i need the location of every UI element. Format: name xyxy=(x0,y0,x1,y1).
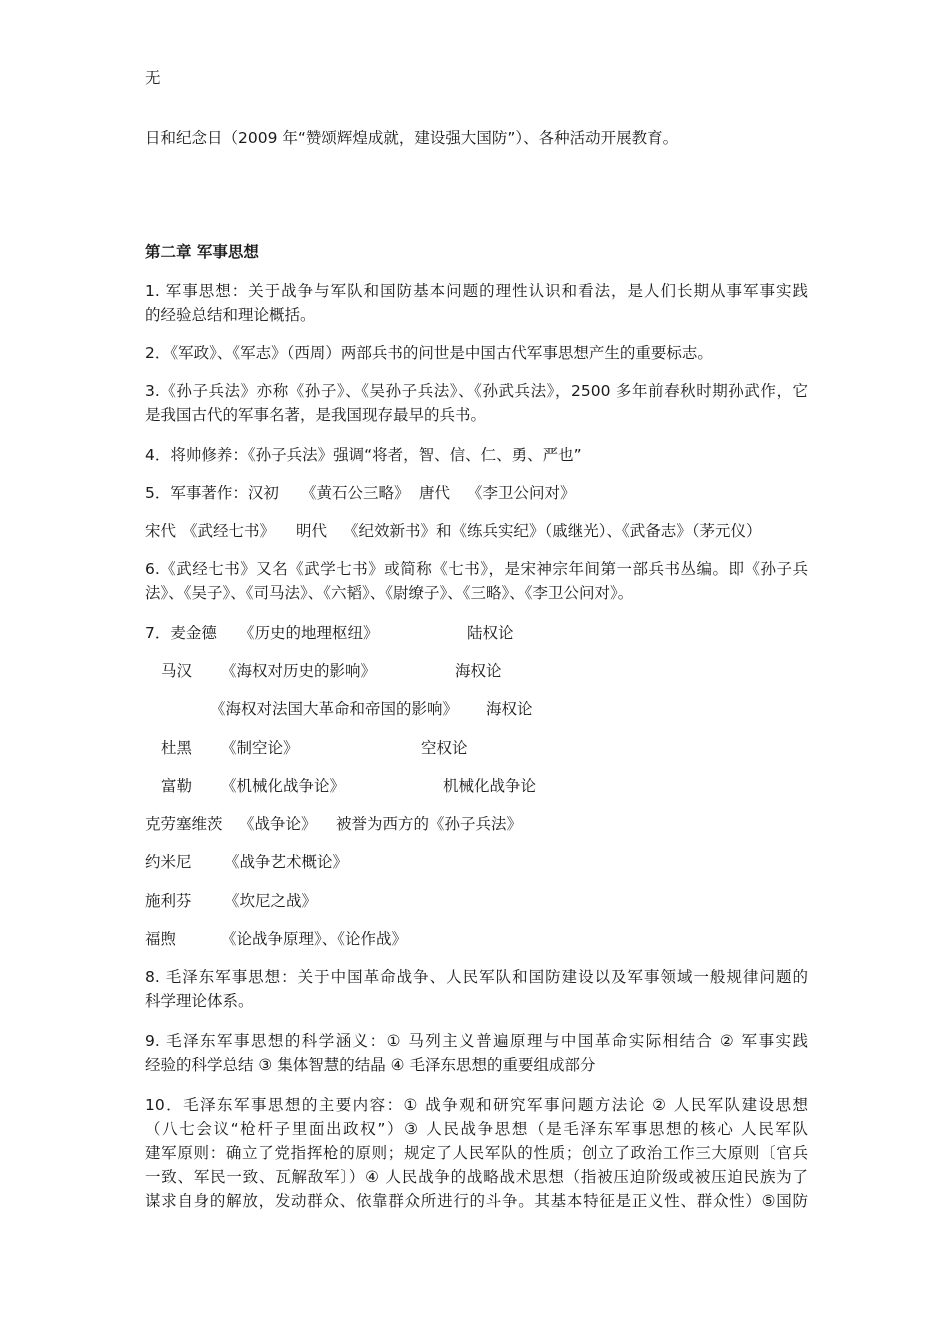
item-6 xyxy=(145,557,808,605)
item-7-book: 《论战争原理》、《论作战》 xyxy=(221,930,408,948)
item-7-theory: 陆权论 xyxy=(467,624,514,642)
item-7-book: 《制空论》 xyxy=(221,739,299,757)
item-9 xyxy=(145,1029,808,1077)
item-2: 2．《军政》、《军志》（西周）两部兵书的问世是中国古代军事思想产生的重要标志。 xyxy=(145,344,713,362)
chapter-title: 第二章 军事思想 xyxy=(145,243,259,261)
item-7-theory: 海权论 xyxy=(455,662,502,680)
item-7-author: 福煦 xyxy=(145,930,177,948)
item-10-line-2: （八七会议“枪杆子里面出政权”）③ 人民战争思想（是毛泽东军事思想的核心 人民军队 xyxy=(145,1120,808,1138)
item-7-theory: 机械化战争论 xyxy=(443,777,537,795)
item-7-book: 《历史的地理枢纽》 xyxy=(239,624,379,642)
item-7-author: 马汉 xyxy=(161,662,193,680)
item-5-prefix: 5．军事著作：汉初 xyxy=(145,484,279,502)
item-1 xyxy=(145,279,808,327)
item-1-line-1: 1. 军事思想：关于战争与军队和国防基本问题的理性认识和看法，是人们长期从事军事实践 xyxy=(145,282,808,300)
item-7-author: 施利芬 xyxy=(145,892,192,910)
item-7-book: 《坎尼之战》 xyxy=(224,892,318,910)
item-7-book: 《机械化战争论》 xyxy=(221,777,346,795)
item-5-book-1: 《黄石公三略》 xyxy=(301,484,410,502)
item-7-book: 《海权对法国大革命和帝国的影响》 xyxy=(210,700,459,718)
item-10-line-3: 建军原则：确立了党指挥枪的原则；规定了人民军队的性质；创立了政治工作三大原则〔官兵 xyxy=(145,1144,808,1162)
item-3-line-2: 是我国古代的军事名著，是我国现存最早的兵书。 xyxy=(145,406,487,424)
item-4: 4．将帅修养：《孙子兵法》强调“将者，智、信、仁、勇、严也” xyxy=(145,446,582,464)
item-6-line-2: 法》、《吴子》、《司马法》、《六韬》、《尉缭子》、《三略》、《李卫公问对》。 xyxy=(145,584,634,602)
item-8 xyxy=(145,965,808,1013)
item-7-book: 《海权对历史的影响》 xyxy=(221,662,377,680)
item-7-author: 克劳塞维茨 xyxy=(145,815,223,833)
item-5b-era-1: 宋代 xyxy=(145,522,177,540)
item-10 xyxy=(145,1093,808,1213)
item-6-line-1: 6.《武经七书》又名《武学七书》或简称《七书》，是宋神宗年间第一部兵书丛编。即《孙子兵 xyxy=(145,560,808,578)
item-5-book-2: 《李卫公问对》 xyxy=(467,484,576,502)
item-7-author: 7．麦金德 xyxy=(145,624,217,642)
item-9-line-2: 经验的科学总结 ③ 集体智慧的结晶 ④ 毛泽东思想的重要组成部分 xyxy=(145,1056,596,1074)
item-7-theory: 海权论 xyxy=(486,700,533,718)
intro-line: 日和纪念日（2009 年“赞颂辉煌成就，建设强大国防”）、各种活动开展教育。 xyxy=(145,129,679,147)
item-7-author: 约米尼 xyxy=(145,853,192,871)
item-7-book: 《战争论》 xyxy=(239,815,317,833)
item-5b-books-2: 《纪效新书》和《练兵实纪》（戚继光）、《武备志》（茅元仪） xyxy=(343,522,762,540)
item-7-author: 杜黑 xyxy=(161,739,193,757)
item-8-line-1: 8. 毛泽东军事思想：关于中国革命战争、人民军队和国防建设以及军事领域一般规律问题的 xyxy=(145,968,808,986)
item-10-line-1: 10．毛泽东军事思想的主要内容：① 战争观和研究军事问题方法论 ② 人民军队建设思想 xyxy=(145,1096,808,1114)
top-fragment: 无 xyxy=(145,69,161,87)
item-3 xyxy=(145,379,808,427)
item-7-theory: 被誉为西方的《孙子兵法》 xyxy=(336,815,523,833)
item-5b-era-2: 明代 xyxy=(296,522,328,540)
item-3-line-1: 3.《孙子兵法》亦称《孙子》、《吴孙子兵法》、《孙武兵法》，2500 多年前春秋时期孙武作，它 xyxy=(145,382,808,400)
item-7-author: 富勒 xyxy=(161,777,193,795)
item-1-line-2: 的经验总结和理论概括。 xyxy=(145,306,316,324)
item-10-line-5: 谋求自身的解放，发动群众、依靠群众所进行的斗争。其基本特征是正义性、群众性）⑤国防 xyxy=(145,1192,808,1210)
item-8-line-2: 科学理论体系。 xyxy=(145,992,254,1010)
item-5-era-2: 唐代 xyxy=(419,484,451,502)
item-10-line-4: 一致、军民一致、瓦解敌军〕）④ 人民战争的战略战术思想（指被压迫阶级或被压迫民族为了 xyxy=(145,1168,808,1186)
item-9-line-1: 9. 毛泽东军事思想的科学涵义：① 马列主义普遍原理与中国革命实际相结合 ② 军事实践 xyxy=(145,1032,808,1050)
item-7-book: 《战争艺术概论》 xyxy=(224,853,349,871)
item-7-theory: 空权论 xyxy=(421,739,468,757)
item-5b-book-1: 《武经七书》 xyxy=(182,522,276,540)
